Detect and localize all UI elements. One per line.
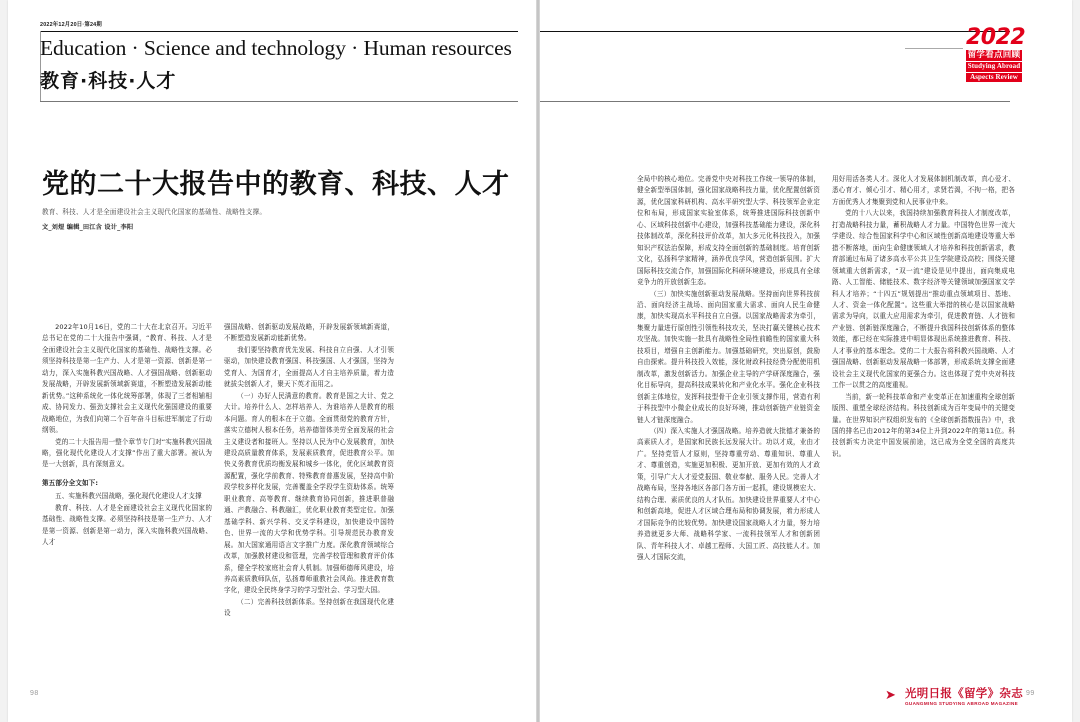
magazine-logo xyxy=(885,686,1025,714)
header-rule-bottom xyxy=(40,101,518,102)
paragraph: （三）加快实施创新驱动发展战略。坚持面向世界科技前沿、面向经济主战场、面向国家重大需求、面向人民生命健康，加快实现高水平科技自立自强。以国家战略需求为牵引，集聚力量进行原创性引领性科技攻关，坚决打赢关键核心技术攻坚战。加快实施一批具有战略性全局性前瞻性的国家重大科技项目，增强自主创新能力。加强基础研究，突出原创，鼓励自由探索。提升科技投入效能，深化财政科技经费分配使用机制改革，激发创新活力。加强企业主导的产学研深度融合，强化目标导向，提高科技成果转化和产业化水平。强化企业科技创新主体地位，发挥科技型骨干企业引领支撑作用，营造有利于科技型中小微企业成长的良好环境，推动创新链产业链资金链人才链深度融合。 xyxy=(637,289,820,424)
paragraph: 用好用活各类人才。深化人才发展体制机制改革，真心爱才、悉心育才、倾心引才、精心用才，求贤若渴，不拘一格，把各方面优秀人才集聚到党和人民事业中来。 xyxy=(832,175,1015,206)
text-column-4 xyxy=(832,174,1015,684)
header-rule-bottom-right xyxy=(540,101,1010,102)
year-review-badge xyxy=(966,25,1026,89)
page-number-right: 99 xyxy=(1026,690,1035,697)
paragraph: 2022年10月16日，党的二十大在北京召开。习近平总书记在党的二十大报告中强调，“教育、科技、人才是全面建设社会主义现代化国家的基础性、战略性支撑。必须坚持科技是第一生产力、人才是第一资源、创新是第一动力，深入实施科教兴国战略、人才强国战略、创新驱动发展战略，开辟发展新领域新赛道，不断塑造发展新动能新优势。”这种系统化一体化统筹部署，体现了三者相辅相成、协同发力、强劲支撑社会主义现代化强国建设的重要战略地位，为我们向第二个百年奋斗目标进军制定了行动纲领。 xyxy=(42,323,212,435)
issue-line: 2022年12月20日·第24期 xyxy=(40,22,102,28)
logo-text-en: GUANGMING STUDYING ABROAD MAGAZINE xyxy=(905,701,1019,706)
paragraph: 强国战略、创新驱动发展战略，开辟发展新领域新赛道，不断塑造发展新动能新优势。 xyxy=(224,323,394,343)
paragraph: 党的二十大报告用一整个章节专门对“实施科教兴国战略，强化现代化建设人才支撑”作出了重大部署。被认为是一大创新，具有深刻意义。 xyxy=(42,437,212,469)
header-dash-rule xyxy=(905,48,963,49)
text-column-2 xyxy=(224,322,394,684)
paragraph: 党的十八大以来，我国持续加强教育科技人才制度改革，打造战略科技力量，蓄积战略人才力量。中国特色世界一流大学建设、综合性国家科学中心和区域性创新高地建设等重大举措不断落地，面向生命健康领域人才培养和科技创新需求，教育部通过布局了诸多高水平公共卫生学院建设高校；围绕关键领域重大创新需求，“双一流”建设是见中提出，面向集成电路、人工智能、储能技术、数字经济等关键领域加强国家文学科人才培养；“十四五”规划提出“推动重点领域项目、基地、人才、资金一体化配置”。这些重大举措的核心是以国家战略需求为导向，以重大应用需求为牵引，促进教育链、人才链和产业链、创新链深度融合，不断提升我国科技创新体系的整体效能，都已经在实际推进中明显体现出系统推进教育、科技、人才事业的基本理念。党的二十大报告将科教兴国战略、人才强国战略、创新驱动发展战略一体部署，形成系统支撑全面建设社会主义现代化国家的更强合力。这也体现了党中央对科技工作一以贯之的高度重视。 xyxy=(832,209,1015,390)
paragraph: 五、实施科教兴国战略，强化现代化建设人才支撑 xyxy=(55,492,202,501)
badge-title-en-line1: Studying Abroad xyxy=(967,62,1021,70)
page-gutter xyxy=(536,0,540,722)
logo-text-cn: 光明日报《留学》杂志 xyxy=(905,686,1023,700)
section-title-cn: 教育·科技·人才 xyxy=(40,70,177,92)
paragraph: 我们要坚持教育优先发展、科技自立自强、人才引领驱动，加快建设教育强国、科技强国、人才强国，坚持为党育人、为国育才，全面提高人才自主培养质量，着力造就拔尖创新人才，聚天下英才而用之。 xyxy=(224,345,394,389)
page-title: 党的二十大报告中的教育、科技、人才 xyxy=(42,169,510,200)
header-rule-top xyxy=(40,31,518,32)
page-number-left: 98 xyxy=(30,690,39,697)
paragraph: （四）深入实施人才强国战略。培养造就大批德才兼备的高素质人才，是国家和民族长远发展大计。功以才成，业由才广。坚持党管人才原则，坚持尊重劳动、尊重知识、尊重人才、尊重创造，实施更加积极、更加开放、更加有效的人才政策，引导广大人才爱党报国、敬业奉献、服务人民。完善人才战略布局，坚持各地区各部门各方面一起抓，建设规模宏大、结构合理、素质优良的人才队伍。加快建设世界重要人才中心和创新高地，促进人才区域合理布局和协调发展，着力形成人才国际竞争的比较优势。加快建设国家战略人才力量，努力培养造就更多大师、战略科学家、一流科技领军人才和创新团队、青年科技人才、卓越工程师、大国工匠、高技能人才。加强人才国际交流， xyxy=(637,426,820,561)
text-column-1 xyxy=(42,322,212,684)
badge-title-cn: 留学看点回顾 xyxy=(967,50,1021,60)
text-column-3 xyxy=(637,174,820,684)
badge-title-en-line2: Aspects Review xyxy=(966,73,1022,83)
logo-mark-icon: ➤ xyxy=(885,688,896,703)
paragraph: 教育、科技、人才是全面建设社会主义现代化国家的基础性、战略性支撑。必须坚持科技是第一生产力、人才是第一资源、创新是第一动力，深入实施科教兴国战略、人才 xyxy=(42,503,212,547)
paragraph: 当前，新一轮科技革命和产业变革正在加速重构全球创新版图、重塑全球经济结构。科技创新成为百年变局中的关键变量。在世界知识产权组织发布的《全球创新指数报告》中，我国的排名已由2012年的第34位上升到2022年的第11位。科技创新实力决定中国发展前途，这已成为全党全国的高度共识。 xyxy=(832,392,1015,458)
article-byline: 文_刘煜 编辑_田江含 设计_李阳 xyxy=(42,224,134,231)
paragraph: 全局中的核心地位。完善党中央对科技工作统一领导的体制，健全新型举国体制，强化国家战略科技力量，优化配置创新资源，优化国家科研机构、高水平研究型大学、科技领军企业定位和布局，形成国家实验室体系，统筹推进国际科技创新中心、区域科技创新中心建设，加强科技基础能力建设，深化科技体制改革，深化科技评价改革，加大多元化科技投入，加强知识产权法治保障，形成支持全面创新的基础制度。培育创新文化，弘扬科学家精神，涵养优良学风，营造创新氛围。扩大国际科技交流合作，加强国际化科研环境建设，形成具有全球竞争力的开放创新生态。 xyxy=(637,175,820,287)
paragraph: （二）完善科技创新体系。坚持创新在我国现代化建设 xyxy=(224,597,394,618)
paragraph: （一）办好人民满意的教育。教育是国之大计、党之大计。培养什么人、怎样培养人、为谁培养人是教育的根本问题。育人的根本在于立德。全面贯彻党的教育方针，落实立德树人根本任务，培养德智体美劳全面发展的社会主义建设者和接班人。坚持以人民为中心发展教育，加快建设高质量教育体系，发展素质教育，促进教育公平。加快义务教育优质均衡发展和城乡一体化，优化区域教育资源配置，强化学前教育、特殊教育普惠发展，坚持高中阶段学校多样化发展，完善覆盖全学段学生资助体系。统筹职业教育、高等教育、继续教育协同创新，推进职普融通、产教融合、科教融汇，优化职业教育类型定位。加强基础学科、新兴学科、交叉学科建设，加快建设中国特色、世界一流的大学和优势学科。引导规范民办教育发展。加大国家通用语言文字推广力度。深化教育领域综合改革，加强教材建设和管理，完善学校管理和教育评价体系，健全学校家庭社会育人机制。加强师德师风建设，培养高素质教师队伍，弘扬尊师重教社会风尚。推进教育数字化，建设全民终身学习的学习型社会、学习型大国。 xyxy=(224,391,394,595)
article-subtitle: 教育、科技、人才是全面建设社会主义现代化国家的基础性、战略性支撑。 xyxy=(42,208,267,216)
header-rule-top-right xyxy=(540,31,1010,32)
section-heading: 第五部分全文如下: xyxy=(42,478,99,487)
section-title-en: Education · Science and technology · Human resources xyxy=(40,36,512,60)
badge-year: 2022 xyxy=(966,25,1026,50)
